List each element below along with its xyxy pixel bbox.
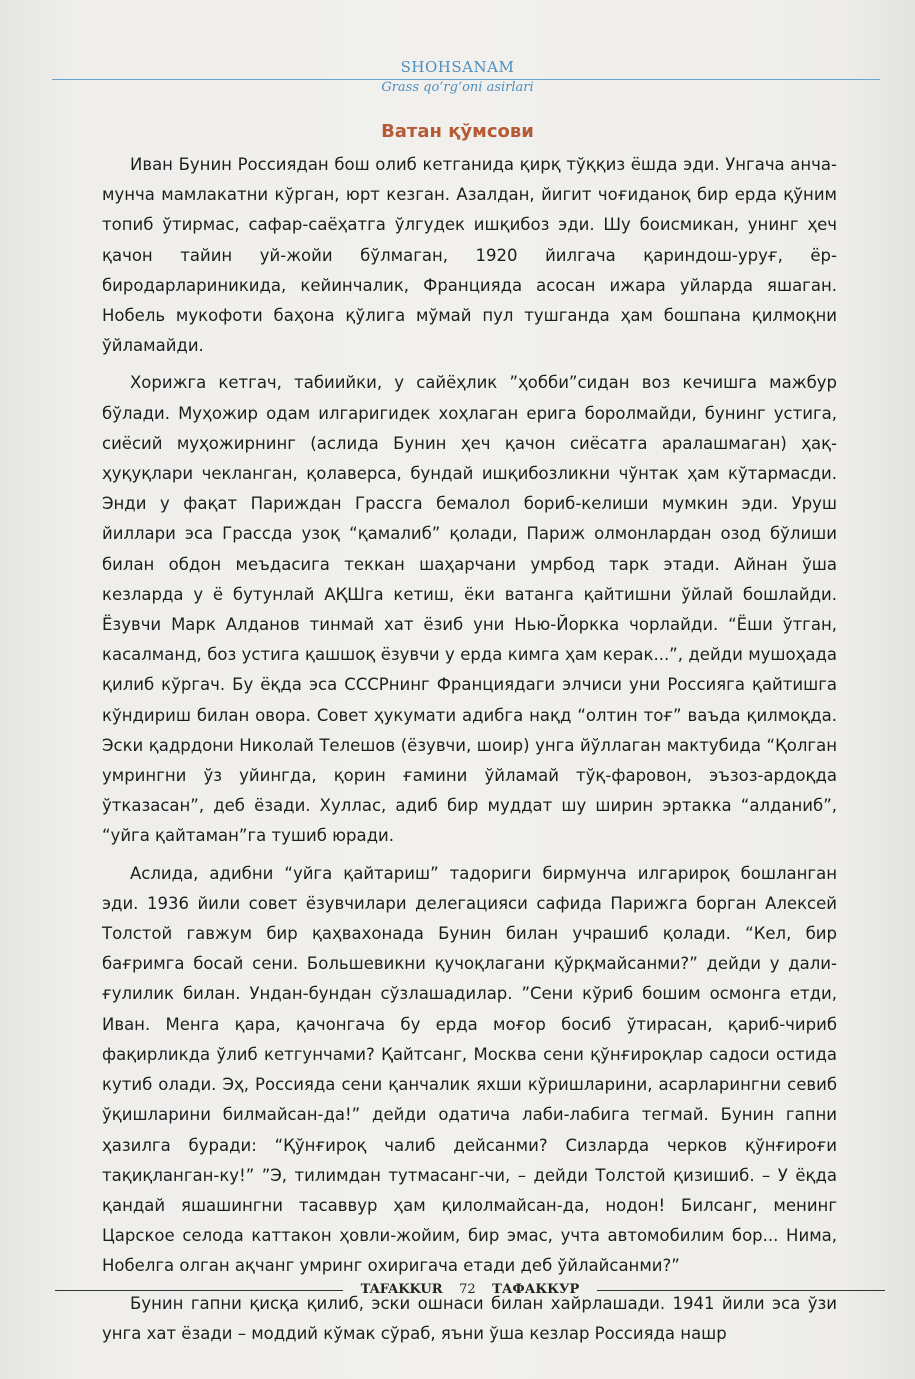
header-subtitle: Grass qo‘rg‘oni asirlari [381,80,534,95]
article-title: Ватан қўмсови [381,121,534,142]
footer-rule-left [55,1290,343,1291]
footer-label-latin: TAFAKKUR [360,1282,443,1297]
page-number: 72 [459,1282,476,1297]
page-footer [55,1280,885,1300]
footer-label-cyrillic: ТАФАККУР [492,1282,580,1297]
paragraph-4: Бунин гапни қисқа қилиб, эски ошнаси билан хайрлашади. 1941 йили эса ўзи унга хат ёзади – моддий кўмак сўраб, яъни ўша кезлар Россияда нашр [102,1293,837,1343]
article-body [102,150,837,1356]
paragraph-2: Хорижга кетгач, табиийки, у сайёҳлик ”ҳобби”сидан воз кечишга мажбур бўлади. Муҳожир одам илгаригидек хоҳлаган ерига боролмайди, бунинг устига, сиёсий муҳожирнинг (аслида Бунин ҳеч қачон сиёсатга аралашмаган) ҳақ-ҳуқуқлари чекланган, қолаверса, бундай ишқибозликни чўнтак ҳам кўтармасди. Энди у фақат Париждан Грассга бемалол бориб-келиши мумкин эди. Уруш йиллари эса Грассда узоқ “қамалиб” қолади, Париж олмонлардан озод бўлиши билан обдон меъдасига теккан шаҳарчани умрбод тарк этади. Айнан ўша кезларда у ё бутунлай АҚШга кетиш, ёки ватанга қайтишни ўйлай бошлайди. Ёзувчи Марк Алданов тинмай хат ёзиб уни Нью-Йоркка чорлайди. “Ёши ўтган, касалманд, боз устига қашшоқ ёзувчи у ерда кимга ҳам керак...”, дейди мушоҳада қилиб кўргач. Бу ёқда эса СССРнинг Франциядаги элчиси уни Россияга қайтишга кўндириш билан овора. Совет ҳукумати адибга нақд “олтин тоғ” ваъда қилмоқда. Эски қадрдони Николай Телешов (ёзувчи, шоир) унга йўллаган мактубида “Қолган умрингни ўз уйингда, қорин ғамини ўйламай тўқ-фаровон, эъзоз-ардоқда ўтказасан”, деб ёзади. Хуллас, адиб бир муддат шу ширин эртакка “алданиб”, “уйга қайтаман”га тушиб юради. [102,373,837,846]
footer-label [345,1280,595,1300]
running-header [0,58,915,96]
footer-rule-right [597,1290,885,1291]
paragraph-1: Иван Бунин Россиядан бош олиб кетганида қирқ тўққиз ёшда эди. Унгача анча-мунча мамлакатни кўрган, юрт кезган. Азалдан, йигит чоғиданоқ бир ерда қўним топиб ўтирмас, сафар-саёҳатга ўлгудек ишқибоз эди. Шу боисмикан, унинг ҳеч қачон тайин уй-жойи бўлмаган, 1920 йилгача қариндош-уруғ, ёр-биродарлариникида, кейинчалик, Францияда асосан ижара уйларда яшаган. Нобель мукофоти баҳона қўлига мўмай пул тушганда ҳам бошпана қилмоқни ўйламайди. [102,155,837,356]
header-title: SHOHSANAM [400,58,515,76]
header-rule [52,79,880,80]
paragraph-3: Аслида, адибни “уйга қайтариш” тадориги бирмунча илгарироқ бошланган эди. 1936 йили совет ёзувчилари делегацияси сафида Парижга борган Алексей Толстой гавжум бир қаҳвахонада Бунин билан учрашиб қолади. “Кел, бир бағримга босай сени. Большевикни қучоқлагани қўрқмайсанми?” дейди у дали-ғулилик билан. Ундан-бундан сўзлашадилар. ”Сени кўриб бошим осмонга етди, Иван. Менга қара, қачонгача бу ерда моғор босиб ўтирасан, қариб-чириб фақирликда ўлиб кетгунчами? Қайтсанг, Москва сени қўнғироқлар садоси остида кутиб олади. Эҳ, Россияда сени қанчалик яхши кўришларини, асарларингни севиб ўқишларини билмайсан-да!” дейди одатича лаби-лабига тегмай. Бунин гапни ҳазилга буради: “Қўнғироқ чалиб дейсанми? Сизларда черков қўнғироғи тақиқланган-ку!” ”Э, тилимдан тутмасанг-чи, – дейди Толстой қизишиб. – У ёқда қандай яшашингни тасаввур ҳам қилолмайсан-да, нодон! Билсанг, менинг Царское селода каттакон ҳовли-жойим, бир эмас, учта автомобилим бор... Нима, Нобелга олган ақчанг умринг охиригача етади деб ўйлайсанми?” [102,863,837,1276]
